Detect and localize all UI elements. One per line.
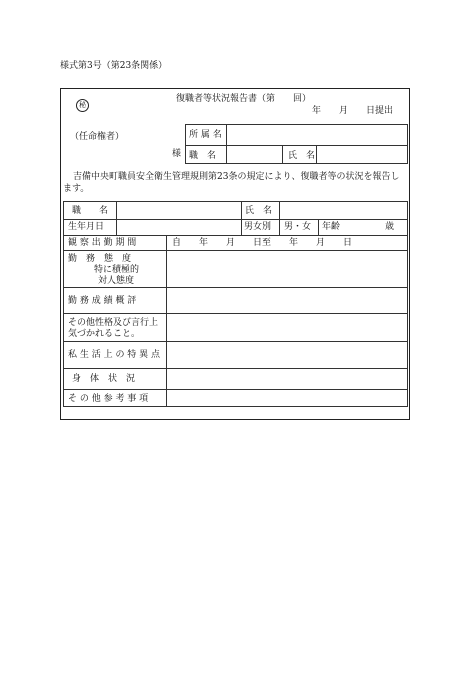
- private-life-label: 私 生 活 上 の 特 異 点: [68, 350, 161, 360]
- attitude-label-line3: 対人態度: [98, 276, 135, 286]
- intro-text-line1: 吉備中央町職員安全衛生管理規則第23条の規定により、復職者等の状況を報告し: [73, 172, 400, 182]
- form-title: 復職者等状況報告書（第 回）: [176, 94, 312, 104]
- other-notes-label: そ の 他 参 考 事 項: [68, 394, 149, 404]
- intro-text-line2: ます。: [63, 184, 90, 194]
- row-line: [63, 341, 408, 342]
- employee-name-label: 氏 名: [245, 206, 273, 216]
- col-line: [279, 201, 280, 235]
- attitude-label-line1: 勤 務 態 度: [68, 254, 132, 264]
- row-line: [63, 235, 408, 236]
- reporter-divider: [185, 145, 408, 146]
- period-range: 自 年 月 日至 年 月 日: [172, 238, 353, 248]
- row-line: [63, 287, 408, 288]
- submit-date: 年 月 日提出: [312, 106, 394, 116]
- row-line: [63, 219, 408, 220]
- sex-value: 男・女: [284, 222, 312, 232]
- period-label: 観 察 出 勤 期 間: [68, 238, 137, 248]
- col-line: [318, 219, 319, 235]
- reporter-col-divider-2: [282, 145, 283, 164]
- reporter-position-label: 職 名: [189, 151, 217, 161]
- performance-label: 勤 務 成 績 概 評: [68, 296, 137, 306]
- birth-date-label: 生年月日: [68, 222, 105, 232]
- form-number-label: 様式第3号（第23条関係）: [60, 61, 168, 71]
- row-line: [63, 313, 408, 314]
- sama-label: 様: [172, 149, 182, 159]
- reporter-name-label: 氏 名: [288, 151, 316, 161]
- reporter-col-divider: [226, 124, 227, 164]
- employee-position-label: 職 名: [72, 206, 109, 216]
- sex-label: 男女別: [244, 222, 272, 232]
- age-unit: 歳: [385, 222, 395, 232]
- character-label-line1: その他性格及び言行上: [68, 318, 159, 328]
- row-line: [63, 250, 408, 251]
- col-line: [166, 235, 167, 407]
- appointer-label: （任命権者）: [70, 132, 125, 142]
- affiliation-label: 所 属 名: [189, 130, 222, 140]
- col-line: [116, 201, 117, 235]
- row-line: [63, 368, 408, 369]
- col-line: [241, 201, 242, 235]
- age-label: 年齢: [322, 222, 341, 232]
- reporter-col-divider-3: [316, 145, 317, 164]
- confidential-seal: 秘: [76, 99, 89, 112]
- character-label-line2: 気づかれること。: [68, 329, 141, 339]
- row-line: [63, 389, 408, 390]
- physical-condition-label: 身 体 状 況: [72, 374, 136, 384]
- attitude-label-line2: 特に積極的: [94, 265, 140, 275]
